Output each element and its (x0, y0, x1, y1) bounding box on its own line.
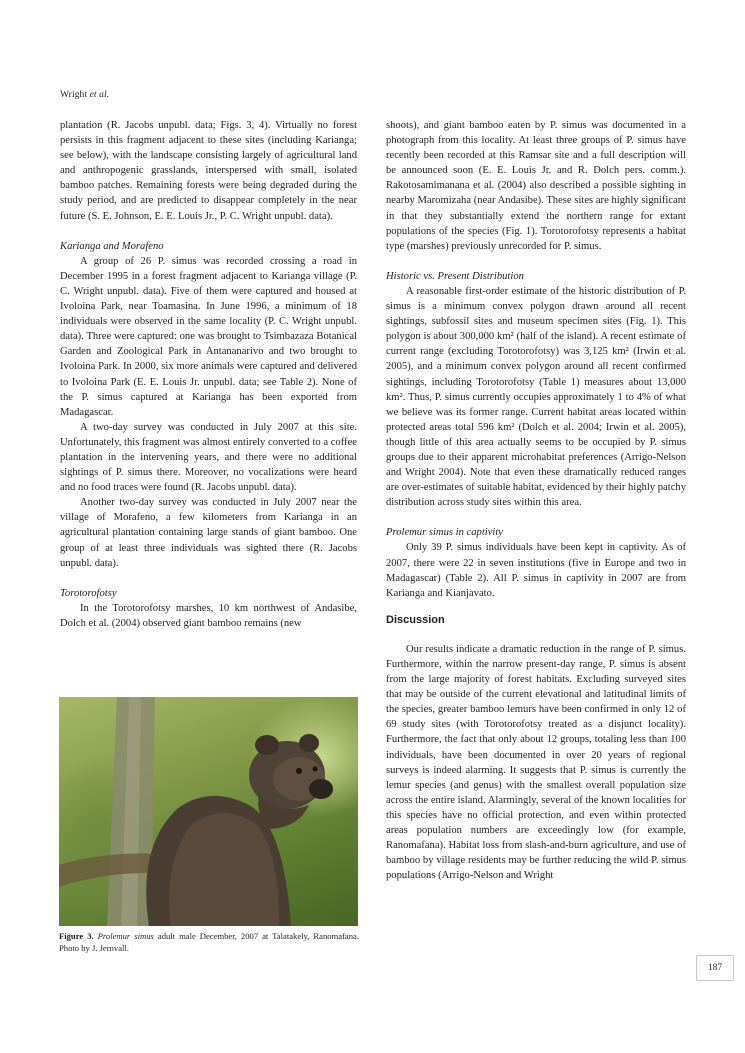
subheading-historic: Historic vs. Present Distribution (386, 270, 524, 282)
section-heading-discussion: Discussion (386, 613, 445, 626)
caption-species: Prolemur simus (97, 931, 154, 941)
subheading-karianga: Karianga and Morafeno (60, 240, 164, 252)
caption-label: Figure 3. (59, 931, 94, 941)
subheading-captivity: Prolemur simus in captivity (386, 527, 504, 539)
paragraph: Only 39 P. simus individuals have been kept in captivity. As of 2007, there were 22 in seven institutions (five in Europe and two in Madagascar) (Table 2). All P. simus in captivity in 2007 are from Karianga and Kianjavato. (386, 542, 686, 599)
paragraph: A reasonable first-order estimate of the historic distribution of P. simus is a minimum convex polygon drawn around all recent sightings, subfossil sites and museum specimen sites (Fig. 1). This polygon is about 300,000 km² (half of the island). A recent estimate of current range (excluding Torotorofotsy) was 3,125 km² (Irwin et al. 2005), and a minimum convex polygon around all recent confirmed sightings, including Torotorofotsy (Table 1) measures about 13,000 km². Thus, P. simus currently occupies approximately 1 to 4% of what we believe was its former range. Current habitat areas located within protected areas total 596 km² (Dolch et al. 2004; Irwin et al. 2005), though little of this area actually seems to be occupied by P. simus groups due to their apparent microhabitat preferences (Arrigo-Nelson and Wright 2004). Note that even these dramatically reduced ranges are over-estimates of suitable habitat, evidenced by their highly patchy distribution across study sites within this area. (386, 285, 686, 509)
running-head: Wright et al. (60, 90, 110, 100)
paragraph: Another two-day survey was conducted in July 2007 near the village of Morafeno, a few kilometers from Karianga in an agricultural plantation containing large stands of giant bamboo. One group of at least three individuals was sighted there (R. Jacobs unpubl. data). (60, 497, 357, 569)
left-column (60, 118, 357, 631)
subheading-torotorofotsy: Torotorofotsy (60, 587, 117, 599)
figure-photo-lemur (59, 697, 358, 926)
paragraph: shoots), and giant bamboo eaten by P. simus was documented in a photograph from this locality. At least three groups of P. simus have recently been recorded at this Ramsar site and a full description will be announced soon (E. E. Louis Jr. and R. Dolch pers. comm.). Rakotosamimanana et al. (2004) also described a possible sighting in nearby Maromizaha (near Andasibe). These sites are highly significant in that they substantially extend the northern range for extant populations of the species (Fig. 1). Torotorofotsy represents a habitat type (marshes) previously unrecorded for P. simus. (386, 120, 686, 252)
paragraph: Our results indicate a dramatic reduction in the range of P. simus. Furthermore, within the narrow present-day range, P. simus is absent from the large majority of forest habitats. Excluding surveyed sites that may be outside of the current elevational and latitudinal limits of the species, greater bamboo lemurs have been confirmed in only 12 of 69 study sites (with Torotorofotsy treated as a disjunct locality). Furthermore, the fact that only about 12 groups, totaling less than 100 individuals, have been documented in over 20 years of regional surveys is indeed alarming. It suggests that P. simus is currently the lemur species (and genus) with the smallest overall population size across the entire island. Alarmingly, several of the known localities for this species have no official protection, and even within protected areas population numbers are exceedingly low (for example, Ranomafana). Habitat loss from slash-and-burn agriculture, and use of bamboo by village residents may be further reducing the wild P. simus populations (Arrigo-Nelson and Wright (386, 643, 686, 882)
paragraph: In the Torotorofotsy marshes, 10 km northwest of Andasibe, Dolch et al. (2004) observed giant bamboo remains (new (60, 602, 357, 629)
page-number: 187 (696, 955, 734, 981)
right-column (386, 118, 686, 883)
lemur-photo-illustration (59, 697, 358, 926)
paragraph: plantation (R. Jacobs unpubl. data; Figs. 3, 4). Virtually no forest persists in this fragment adjacent to these sites (including Karianga; see below), with the landscape consisting largely of agricultural land and anthropogenic grasslands, interspersed with small, isolated bamboo patches. Remaining forests were being degraded during the study period, and are predicted to disappear completely in the near future (S. E. Johnson, E. E. Louis Jr., P. C. Wright unpubl. data). (60, 120, 357, 222)
paragraph: A two-day survey was conducted in July 2007 at this site. Unfortunately, this fragment was almost entirely converted to a coffee plantation in the intervening years, and there were no additional sightings of P. simus there. Moreover, no vocalizations were heard and no food traces were found (R. Jacobs unpubl. data). (60, 421, 357, 494)
caption-text: adult male December, 2007 at Talatakely, Ranomafana. Photo by J. Jernvall. (59, 931, 359, 953)
figure-caption (59, 930, 359, 954)
paragraph: A group of 26 P. simus was recorded crossing a road in December 1995 in a forest fragment adjacent to Karianga village (P. C. Wright unpubl. data). Five of them were captured and housed at Ivoloina Park, near Toamasina. In June 1996, a minimum of 18 individuals were observed in the same locality (P. C. Wright unpubl. data). Three were captured: one was brought to Tsimbazaza Botanical Garden and Zoological Park in Antananarivo and two brought to Ivoloina Park. In 2000, six more animals were captured and delivered to Ivoloina Park (E. E. Louis Jr. unpubl. data; see Table 2). None of the P. simus captured at Karianga has been exported from Madagascar. (60, 255, 357, 418)
